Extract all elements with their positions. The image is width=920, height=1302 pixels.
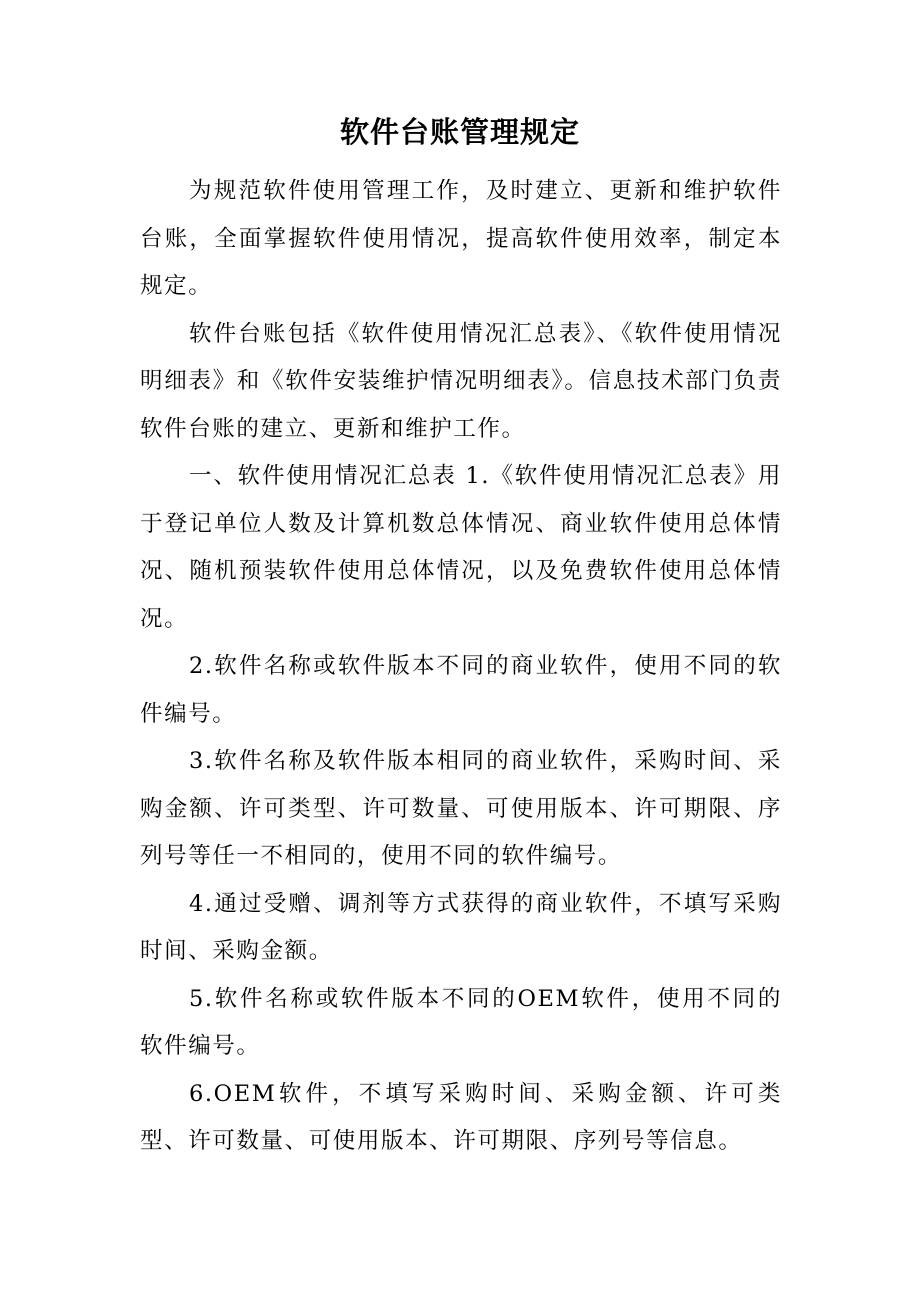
document-body: [140, 168, 782, 1166]
paragraph-item-4: 4.通过受赠、调剂等方式获得的商业软件，不填写采购时间、采购金额。: [140, 890, 782, 964]
paragraph-item-6: 6.OEM软件，不填写采购时间、采购金额、许可类型、许可数量、可使用版本、许可期限、序列号等信息。: [140, 1080, 782, 1154]
paragraph-item-2: 2.软件名称或软件版本不同的商业软件，使用不同的软件编号。: [140, 653, 782, 727]
document-title: 软件台账管理规定: [339, 115, 580, 149]
paragraph-intro: 为规范软件使用管理工作，及时建立、更新和维护软件台账，全面掌握软件使用情况，提高软件使用效率，制定本规定。: [140, 178, 782, 299]
paragraph-summary-table: 一、软件使用情况汇总表 1.《软件使用情况汇总表》用于登记单位人数及计算机数总体情况、商业软件使用总体情况、随机预装软件使用总体情况，以及免费软件使用总体情况。: [140, 463, 782, 632]
paragraph-item-3: 3.软件名称及软件版本相同的商业软件，采购时间、采购金额、许可类型、许可数量、可使用版本、许可期限、序列号等任一不相同的，使用不同的软件编号。: [140, 748, 782, 869]
paragraph-ledger-contents: 软件台账包括《软件使用情况汇总表》、《软件使用情况明细表》和《软件安装维护情况明细表》。信息技术部门负责软件台账的建立、更新和维护工作。: [140, 320, 782, 442]
paragraph-item-5: 5.软件名称或软件版本不同的OEM软件，使用不同的软件编号。: [140, 985, 782, 1059]
